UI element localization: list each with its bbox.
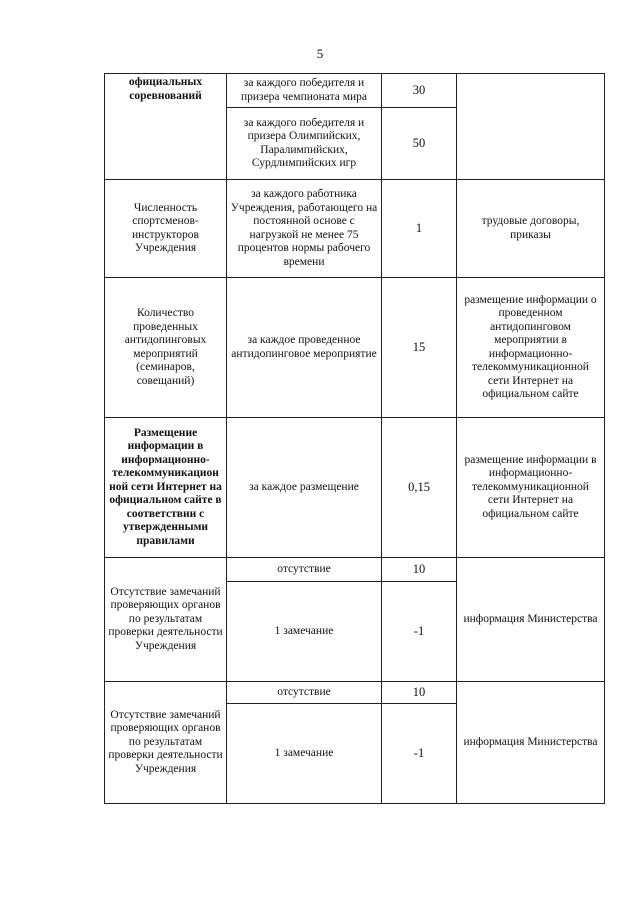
source-cell: размещение информации в информационно-телекоммуникационной сети Интернет на официальном сайте: [457, 418, 605, 558]
page-number: 5: [316, 46, 324, 61]
condition-cell: отсутствие: [227, 682, 382, 704]
table-row: [105, 682, 605, 704]
table-row: [105, 558, 605, 582]
indicator-cell: официальных соревнований: [105, 74, 227, 180]
indicator-cell: Численность спортсменов-инструкторов Учреждения: [105, 180, 227, 278]
source-cell: размещение информации о проведенном антидопинговом мероприятии в информационно-телекоммуникационной сети Интернет на официальном сайте: [457, 278, 605, 418]
points-cell: 15: [382, 278, 457, 418]
condition-cell: за каждое размещение: [227, 418, 382, 558]
condition-cell: отсутствие: [227, 558, 382, 582]
indicator-cell: Отсутствие замечаний проверяющих органов по результатам проверки деятельности Учреждения: [105, 682, 227, 804]
condition-cell: за каждого победителя и призера Олимпийских, Паралимпийских, Сурдлимпийских игр: [227, 108, 382, 180]
condition-cell: 1 замечание: [227, 582, 382, 682]
indicator-cell: Количество проведенных антидопинговых мероприятий (семинаров, совещаний): [105, 278, 227, 418]
points-cell: 50: [382, 108, 457, 180]
points-cell: 1: [382, 180, 457, 278]
source-cell: информация Министерства: [457, 682, 605, 804]
points-cell: 30: [382, 74, 457, 108]
points-cell: -1: [382, 582, 457, 682]
table-row: [105, 180, 605, 278]
table-row: [105, 418, 605, 558]
condition-cell: за каждого работника Учреждения, работающего на постоянной основе с нагрузкой не менее 75 процентов нормы рабочего времени: [227, 180, 382, 278]
table-row: [105, 74, 605, 108]
points-cell: 10: [382, 682, 457, 704]
indicator-cell: Размещение информации в информационно-телекоммуникацион ной сети Интернет на официальном сайте в соответствии с утвержденными правилами: [105, 418, 227, 558]
points-cell: -1: [382, 704, 457, 804]
table-row: [105, 278, 605, 418]
condition-cell: за каждого победителя и призера чемпионата мира: [227, 74, 382, 108]
source-cell: информация Министерства: [457, 558, 605, 682]
condition-cell: за каждое проведенное антидопинговое мероприятие: [227, 278, 382, 418]
indicator-cell: Отсутствие замечаний проверяющих органов по результатам проверки деятельности Учреждения: [105, 558, 227, 682]
source-cell: [457, 74, 605, 180]
condition-cell: 1 замечание: [227, 704, 382, 804]
points-cell: 0,15: [382, 418, 457, 558]
source-cell: трудовые договоры, приказы: [457, 180, 605, 278]
points-cell: 10: [382, 558, 457, 582]
indicators-table: [104, 73, 605, 804]
